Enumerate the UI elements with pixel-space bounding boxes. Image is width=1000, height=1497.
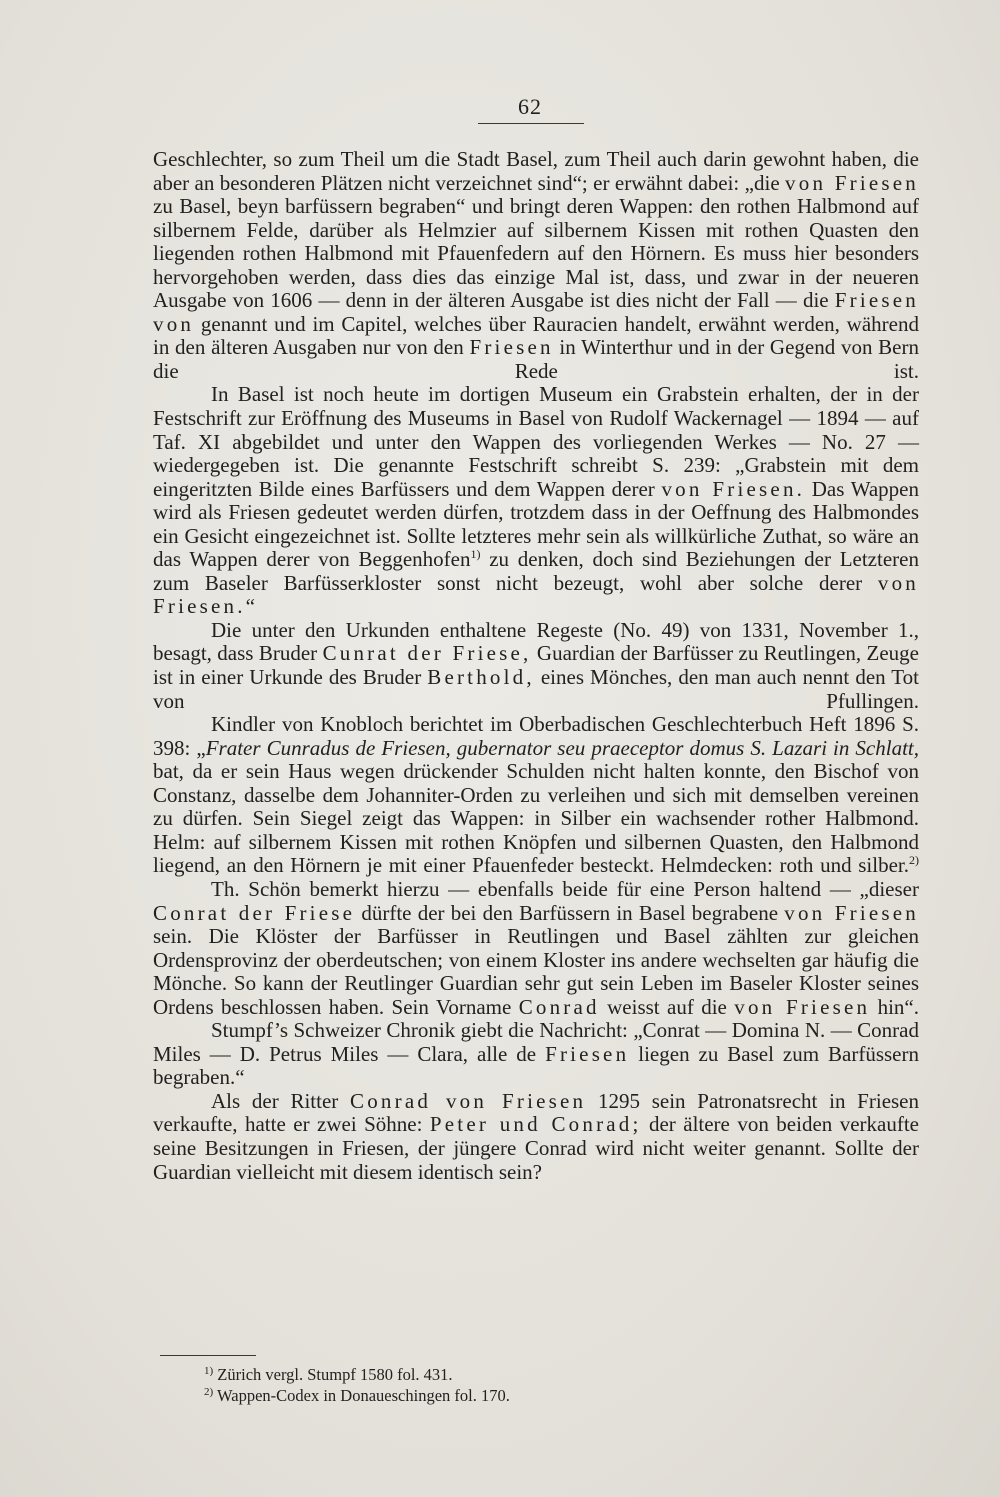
emphasized-name: Friesen von — [153, 288, 919, 336]
emphasized-name: von Friesen — [734, 994, 871, 1019]
text-segment: zu Basel, beyn barfüssern begraben“ und bringt deren Wappen: den rothen Halbmond auf silbernem Felde, darüber als Helmzier auf silbernem Kissen mit rothen Quasten den liegenden rothen Halbmond mit Pfauenfedern auf den Hörnern. Es muss hier besonders hervorgehoben werden, dass dies das einzige Mal ist, dass, und zwar in der neueren Ausgabe von 1606 — denn in der älteren Ausgabe ist dies nicht der Fall — die — [153, 194, 919, 313]
emphasized-name: Berthold, — [427, 665, 535, 690]
emphasized-name: von Friesen. — [153, 570, 919, 619]
page-number: 62 — [518, 94, 542, 119]
text-segment: Geschlechter, so zum Theil um die Stadt Basel, zum Theil auch darin gewohnt haben, die aber an besonderen Plätzen nicht verzeichnet sind“; er erwähnt dabei: „die — [153, 147, 919, 195]
text-segment: “ — [245, 594, 255, 619]
text-segment: 1295 sein Patronatsrecht in Friesen verkaufte, hatte er zwei Söhne: — [153, 1088, 920, 1137]
text-segment: Guardian der Barfüsser zu Reutlingen, Zeuge ist in einer Urkunde des Bruder — [153, 641, 919, 690]
footnote-rule — [160, 1355, 256, 1356]
footnote-marker: 2) — [204, 1386, 214, 1398]
text-segment: eines Mönches, den man auch nennt den Tot von Pfullingen. — [153, 665, 920, 713]
paragraph — [153, 383, 919, 618]
text-segment: In Basel ist noch heute im dortigen Museum ein Grabstein erhalten, der in der Festschrift zur Eröffnung des Museums in Basel von Rudolf Wackernagel — 1894 — auf Taf. XI abgebildet und unter den Wappen des vorliegenden Werkes — No. 27 — wiedergegeben ist. Die genannte Festschrift schreibt S. 239: „Grabstein mit dem eingeritzten Bilde eines Barfüssers und dem Wappen derer — [153, 382, 919, 501]
text-segment: Als der Ritter — [211, 1088, 351, 1113]
paragraph — [153, 1019, 919, 1090]
emphasized-name: Cunrat der Friese, — [322, 641, 532, 666]
emphasized-name: Friesen — [545, 1041, 630, 1066]
footnote-reference: 2) — [909, 853, 919, 868]
text-segment: Stumpf’s Schweizer Chronik giebt die Nachricht: „Conrat — Domina N. — Conrad Miles — D. Petrus Miles — Clara, alle de — [153, 1018, 919, 1066]
text-segment: in Winterthur und in der Gegend von Bern die Rede ist. — [153, 335, 919, 383]
text-segment: dürfte der bei den Barfüssern in Basel begrabene — [355, 900, 785, 925]
italic-quote: Frater Cunradus de Friesen, gubernator seu praeceptor domus S. Lazari in Schlatt, — [205, 735, 920, 760]
footnote-text: Zürich vergl. Stumpf 1580 fol. 431. — [213, 1365, 453, 1384]
text-segment: Th. Schön bemerkt hierzu — ebenfalls beide für eine Person haltend — „dieser — [211, 876, 919, 901]
text-segment: hin“. — [870, 994, 919, 1019]
text-segment: genannt und im Capitel, welches über Rauracien handelt, erwähnt werden, während in den älteren Ausgaben nur von den — [153, 311, 919, 360]
text-segment: zu denken, doch sind Beziehungen der Letzteren zum Baseler Barfüsserkloster sonst nicht bezeugt, wohl aber solche derer — [153, 547, 919, 595]
emphasized-name: Conrad — [518, 994, 600, 1019]
paragraph — [153, 1090, 919, 1184]
footnote — [204, 1385, 904, 1406]
footnote — [204, 1364, 904, 1385]
text-segment: weisst auf die — [599, 994, 735, 1019]
emphasized-name: von Friesen — [785, 170, 919, 195]
paragraph — [153, 148, 919, 383]
paragraph — [153, 878, 919, 1019]
text-segment: bat, da er sein Haus wegen drückender Schulden nicht halten konnte, den Bischof von Constanz, dasselbe dem Johanniter-Orden zu verleihen und sich mit demselben vereinen zu dürfen. Sein Siegel zeigt das Wappen: in Silber ein wachsender rother Halbmond. Helm: auf silbernem Kissen mit rothen Knöpfen und silbernen Quasten, den Halbmond liegend, an den Hörnern je mit einer Pfauenfeder besteckt. Helmdecken: roth und silber. — [153, 759, 919, 878]
text-segment: sein. Die Klöster der Barfüsser in Reutlingen und Basel zählten zur gleichen Ordensprovinz der oberdeutschen; von einem Kloster ins andere wechselten gar häufig die Mönche. So kann der Reutlinger Guardian sehr gut sein Leben im Baseler Kloster seines Ordens beschlossen haben. Sein Vorname — [153, 924, 919, 1019]
footnotes — [204, 1364, 904, 1406]
text-segment: Die unter den Urkunden enthaltene Regeste (No. 49) von 1331, November 1., besagt, dass Bruder — [153, 617, 919, 666]
emphasized-name: Conrat der Friese — [153, 900, 356, 925]
body-text — [153, 148, 919, 1184]
emphasized-name: Conrad von Friesen — [350, 1088, 587, 1113]
text-segment: liegen zu Basel zum Barfüssern begraben.“ — [153, 1041, 919, 1090]
page-number-rule — [478, 123, 584, 124]
emphasized-name: von Friesen. — [661, 476, 806, 501]
text-segment: Das Wappen wird als Friesen gedeutet werden dürfen, trotzdem dass in der Oeffnung des Halbmondes ein Gesicht eingezeichnet ist. Sollte letzteres mehr sein als willkürliche Zuthat, so wäre an das Wappen derer von Beggenhofen — [153, 476, 919, 572]
text-segment: der ältere von beiden verkaufte seine Besitzungen in Friesen, der jüngere Conrad wird nicht weiter genannt. Sollte der Guardian vielleicht mit diesem identisch sein? — [153, 1112, 919, 1184]
emphasized-name: von Friesen — [784, 900, 919, 925]
footnote-marker: 1) — [204, 1365, 214, 1377]
footnote-reference: 1) — [470, 547, 481, 562]
text-segment: Kindler von Knobloch berichtet im Oberbadischen Geschlechterbuch Heft 1896 S. 398: „ — [153, 712, 919, 760]
emphasized-name: Peter und Conrad; — [429, 1112, 642, 1137]
paragraph — [153, 619, 919, 713]
paragraph — [153, 713, 919, 878]
footnote-text: Wappen-Codex in Donaueschingen fol. 170. — [213, 1386, 510, 1405]
emphasized-name: Friesen — [469, 335, 554, 360]
